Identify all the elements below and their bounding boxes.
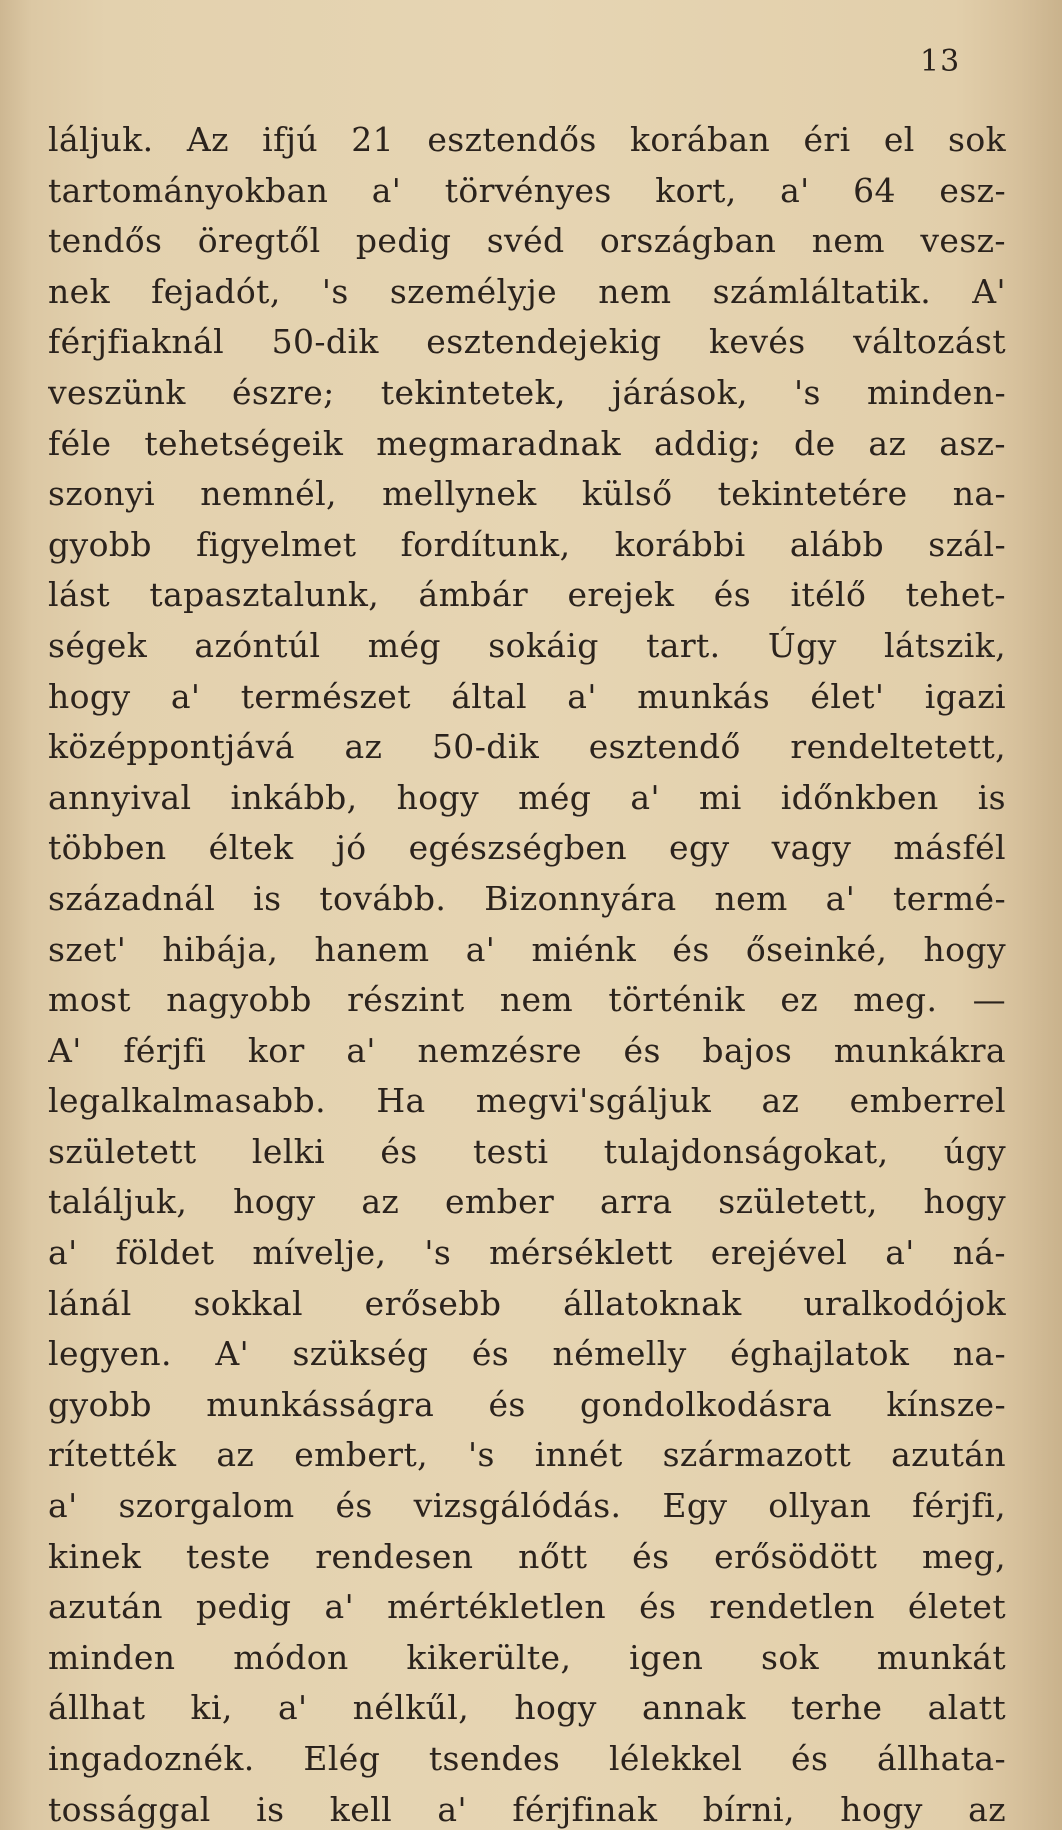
text-line: férjfiaknál 50-dik esztendejekig kevés változást <box>48 322 1006 362</box>
text-line: lást tapasztalunk, ámbár erejek és itélő tehet- <box>48 575 1006 615</box>
text-line: veszünk észre; tekintetek, járások, 's minden- <box>48 372 1006 412</box>
text-line: tossággal is kell a' férjfinak bírni, hogy az <box>48 1789 1006 1829</box>
text-line: szet' hibája, hanem a' miénk és őseinké, hogy <box>48 929 1006 969</box>
text-line: állhat ki, a' nélkűl, hogy annak terhe alatt <box>48 1688 1006 1728</box>
text-line: lánál sokkal erősebb állatoknak uralkodójok <box>48 1283 1006 1323</box>
text-line: A' férjfi kor a' nemzésre és bajos munkákra <box>48 1030 1006 1070</box>
text-line: féle tehetségeik megmaradnak addig; de az asz- <box>48 423 1006 463</box>
text-line: rítették az embert, 's innét származott azután <box>48 1435 1006 1475</box>
text-line: minden módon kikerülte, igen sok munkát <box>48 1637 1006 1677</box>
text-line: gyobb figyelmet fordítunk, korábbi alább szál- <box>48 524 1006 564</box>
page-number: 13 <box>920 44 961 79</box>
text-line: hogy a' természet által a' munkás élet' igazi <box>48 676 1006 716</box>
text-line: született lelki és testi tulajdonságokat, úgy <box>48 1131 1006 1171</box>
text-line: középpontjává az 50-dik esztendő rendeltetett, <box>48 727 1006 767</box>
text-line: nek fejadót, 's személyje nem számláltatik. A' <box>48 271 1006 311</box>
text-line: tartományokban a' törvényes kort, a' 64 esz- <box>48 170 1006 210</box>
text-line: gyobb munkásságra és gondolkodásra kínsze- <box>48 1384 1006 1424</box>
text-line: legyen. A' szükség és némelly éghajlatok na- <box>48 1334 1006 1374</box>
body-text <box>48 115 1006 1830</box>
text-line: kinek teste rendesen nőtt és erősödött meg, <box>48 1536 1006 1576</box>
text-line: találjuk, hogy az ember arra született, hogy <box>48 1182 1006 1222</box>
text-line: most nagyobb részint nem történik ez meg. — <box>48 980 1006 1020</box>
text-line: századnál is tovább. Bizonnyára nem a' termé- <box>48 878 1006 918</box>
text-line: többen éltek jó egészségben egy vagy másfél <box>48 828 1006 868</box>
text-line: tendős öregtől pedig svéd országban nem vesz- <box>48 221 1006 261</box>
text-line: azután pedig a' mértékletlen és rendetlen életet <box>48 1587 1006 1627</box>
text-line: a' szorgalom és vizsgálódás. Egy ollyan férjfi, <box>48 1486 1006 1526</box>
text-line: ingadoznék. Elég tsendes lélekkel és állhata- <box>48 1739 1006 1778</box>
text-line: legalkalmasabb. Ha megvi'sgáljuk az emberrel <box>48 1081 1006 1121</box>
text-line: annyival inkább, hogy még a' mi időnkben is <box>48 777 1006 817</box>
text-line: ségek azóntúl még sokáig tart. Úgy látszik, <box>48 625 1006 665</box>
text-line: a' földet mívelje, 's mérséklett erejével a' ná- <box>48 1233 1006 1273</box>
text-line: láljuk. Az ifjú 21 esztendős korában éri el sok <box>48 120 1006 159</box>
text-line: szonyi nemnél, mellynek külső tekintetére na- <box>48 474 1006 514</box>
